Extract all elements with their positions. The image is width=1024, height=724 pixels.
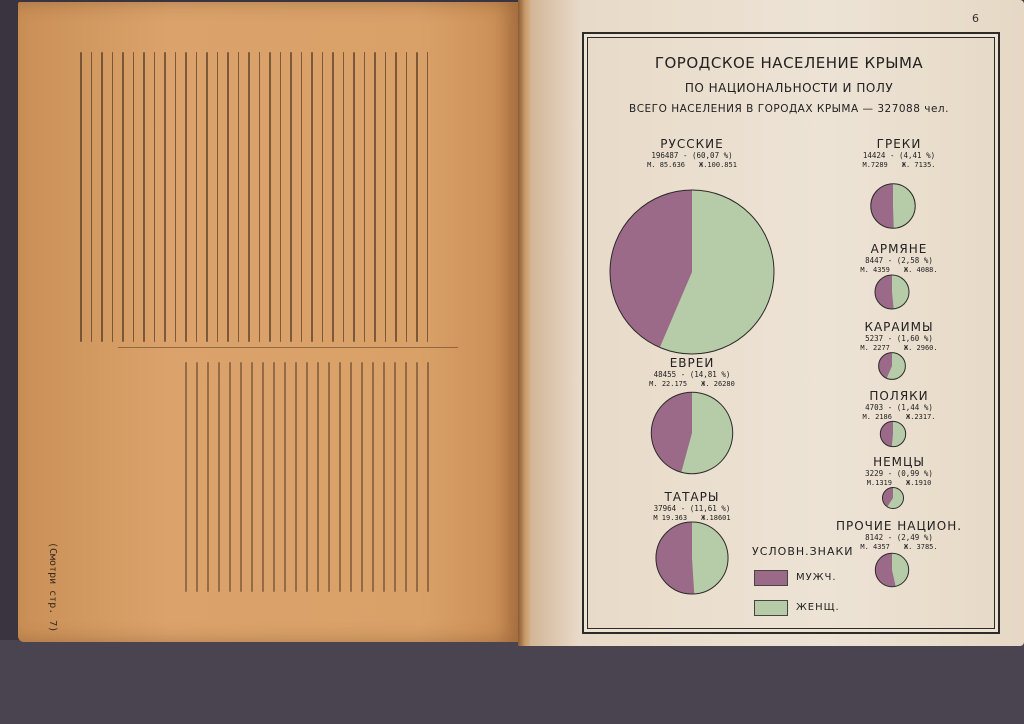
text-line: [306, 362, 308, 592]
text-line: [251, 362, 253, 592]
group-total: 37964 - (11,61 %): [653, 504, 731, 513]
chart-subtitle: ПО НАЦИОНАЛЬНОСТИ И ПОЛУ: [684, 81, 894, 95]
group-label-russians: [622, 137, 762, 170]
text-line: [101, 52, 103, 342]
text-line: [143, 52, 145, 342]
group-men: М. 2277: [860, 344, 890, 352]
text-line: [164, 52, 166, 342]
text-line: [406, 52, 408, 342]
legend-label-women: ЖЕНЩ.: [796, 602, 840, 613]
text-line: [295, 362, 297, 592]
group-name: ГРЕКИ: [876, 137, 922, 151]
text-line: [405, 362, 407, 592]
text-line: [269, 52, 271, 342]
group-women: Ж.1910: [906, 479, 932, 487]
text-line: [196, 362, 198, 592]
group-women: Ж. 26280: [701, 380, 735, 388]
text-line: [374, 52, 376, 342]
group-women: Ж. 4088.: [903, 266, 938, 274]
text-line: [218, 362, 220, 592]
text-line: [364, 52, 366, 342]
group-men: М. 4359: [860, 266, 890, 274]
group-women: Ж. 2960.: [903, 344, 938, 352]
text-line: [80, 52, 82, 342]
text-line: [427, 52, 429, 342]
text-line: [427, 362, 429, 592]
text-line: [259, 52, 261, 342]
group-women: Ж. 3785.: [903, 543, 938, 551]
text-line: [240, 362, 242, 592]
group-name: НЕМЦЫ: [873, 455, 925, 469]
text-line: [395, 52, 397, 342]
group-total: 4703 - (1,44 %): [865, 403, 933, 412]
left-page: [18, 2, 520, 642]
text-line: [332, 52, 334, 342]
group-women: Ж.2317.: [906, 413, 936, 421]
text-line: [361, 362, 363, 592]
group-total: 3229 - (0,99 %): [865, 469, 933, 478]
group-men: М. 85.636: [647, 161, 685, 169]
text-line: [416, 362, 418, 592]
table-surface: [0, 640, 1024, 724]
text-line: [350, 362, 352, 592]
group-label-greeks: [844, 137, 954, 170]
text-line: [248, 52, 250, 342]
group-men: М.7289: [862, 161, 888, 169]
text-line: [394, 362, 396, 592]
text-line: [122, 52, 124, 342]
group-total: 5237 - (1,60 %): [865, 334, 933, 343]
text-line: [133, 52, 135, 342]
text-line: [185, 362, 187, 592]
group-total: 14424 - (4,41 %): [862, 151, 936, 160]
group-men: М 19.363: [653, 514, 688, 522]
group-total: 196487 - (60,07 %): [651, 151, 733, 160]
text-line: [227, 52, 229, 342]
group-name: ПРОЧИЕ НАЦИОН.: [835, 519, 963, 533]
text-line: [317, 362, 319, 592]
text-line: [175, 52, 177, 342]
group-men: М.1319: [866, 479, 892, 487]
text-line: [217, 52, 219, 342]
group-label-karaites: [844, 320, 954, 353]
text-line: [416, 52, 418, 342]
text-line: [185, 52, 187, 342]
group-name: КАРАИМЫ: [864, 320, 934, 334]
text-line: [91, 52, 93, 342]
text-line: [311, 52, 313, 342]
text-line: [229, 362, 231, 592]
text-line: [238, 52, 240, 342]
group-label-armenians: [844, 242, 954, 275]
group-women: Ж.100.851: [699, 161, 737, 169]
text-line: [353, 52, 355, 342]
group-name: ТАТАРЫ: [664, 490, 720, 504]
text-line: [262, 362, 264, 592]
text-line: [328, 362, 330, 592]
group-label-poles: [844, 389, 954, 422]
text-line: [322, 52, 324, 342]
text-line: [284, 362, 286, 592]
text-line: [385, 52, 387, 342]
group-total: 8142 - (2,49 %): [865, 533, 933, 542]
text-line: [207, 362, 209, 592]
text-line: [273, 362, 275, 592]
legend-title: УСЛОВН.ЗНАКИ: [752, 545, 854, 558]
chart-title: ГОРОДСКОЕ НАСЕЛЕНИЕ КРЫМА: [654, 54, 924, 72]
legend-swatch-men: [754, 570, 788, 586]
text-line: [112, 52, 114, 342]
text-line: [290, 52, 292, 342]
group-total: 48455 - (14,81 %): [653, 370, 731, 379]
text-line: [206, 52, 208, 342]
left-page-footnote: (Смотри стр. 7): [47, 542, 58, 633]
group-men: М. 2186: [862, 413, 892, 421]
group-total: 8447 - (2,58 %): [865, 256, 933, 265]
legend-label-men: МУЖЧ.: [796, 572, 837, 583]
text-line: [154, 52, 156, 342]
legend-swatch-women: [754, 600, 788, 616]
text-line: [339, 362, 341, 592]
group-name: ПОЛЯКИ: [869, 389, 929, 403]
text-line: [343, 52, 345, 342]
group-name: РУССКИЕ: [660, 137, 724, 151]
group-women: Ж.18601: [701, 514, 731, 522]
group-men: М. 22.175: [649, 380, 688, 388]
text-line: [301, 52, 303, 342]
group-label-germans: [844, 455, 954, 488]
group-label-jews: [632, 356, 752, 389]
left-page-divider: [118, 347, 458, 348]
group-men: М. 4357: [860, 543, 890, 551]
text-line: [196, 52, 198, 342]
text-line: [372, 362, 374, 592]
group-name: ЕВРЕИ: [669, 356, 715, 370]
chart-total-line: ВСЕГО НАСЕЛЕНИЯ В ГОРОДАХ КРЫМА — 327088 чел.: [629, 103, 949, 115]
group-label-tatars: [632, 490, 752, 523]
page-number: 6: [972, 12, 979, 25]
text-line: [280, 52, 282, 342]
group-women: Ж. 7135.: [901, 161, 936, 169]
text-line: [383, 362, 385, 592]
group-name: АРМЯНЕ: [870, 242, 928, 256]
